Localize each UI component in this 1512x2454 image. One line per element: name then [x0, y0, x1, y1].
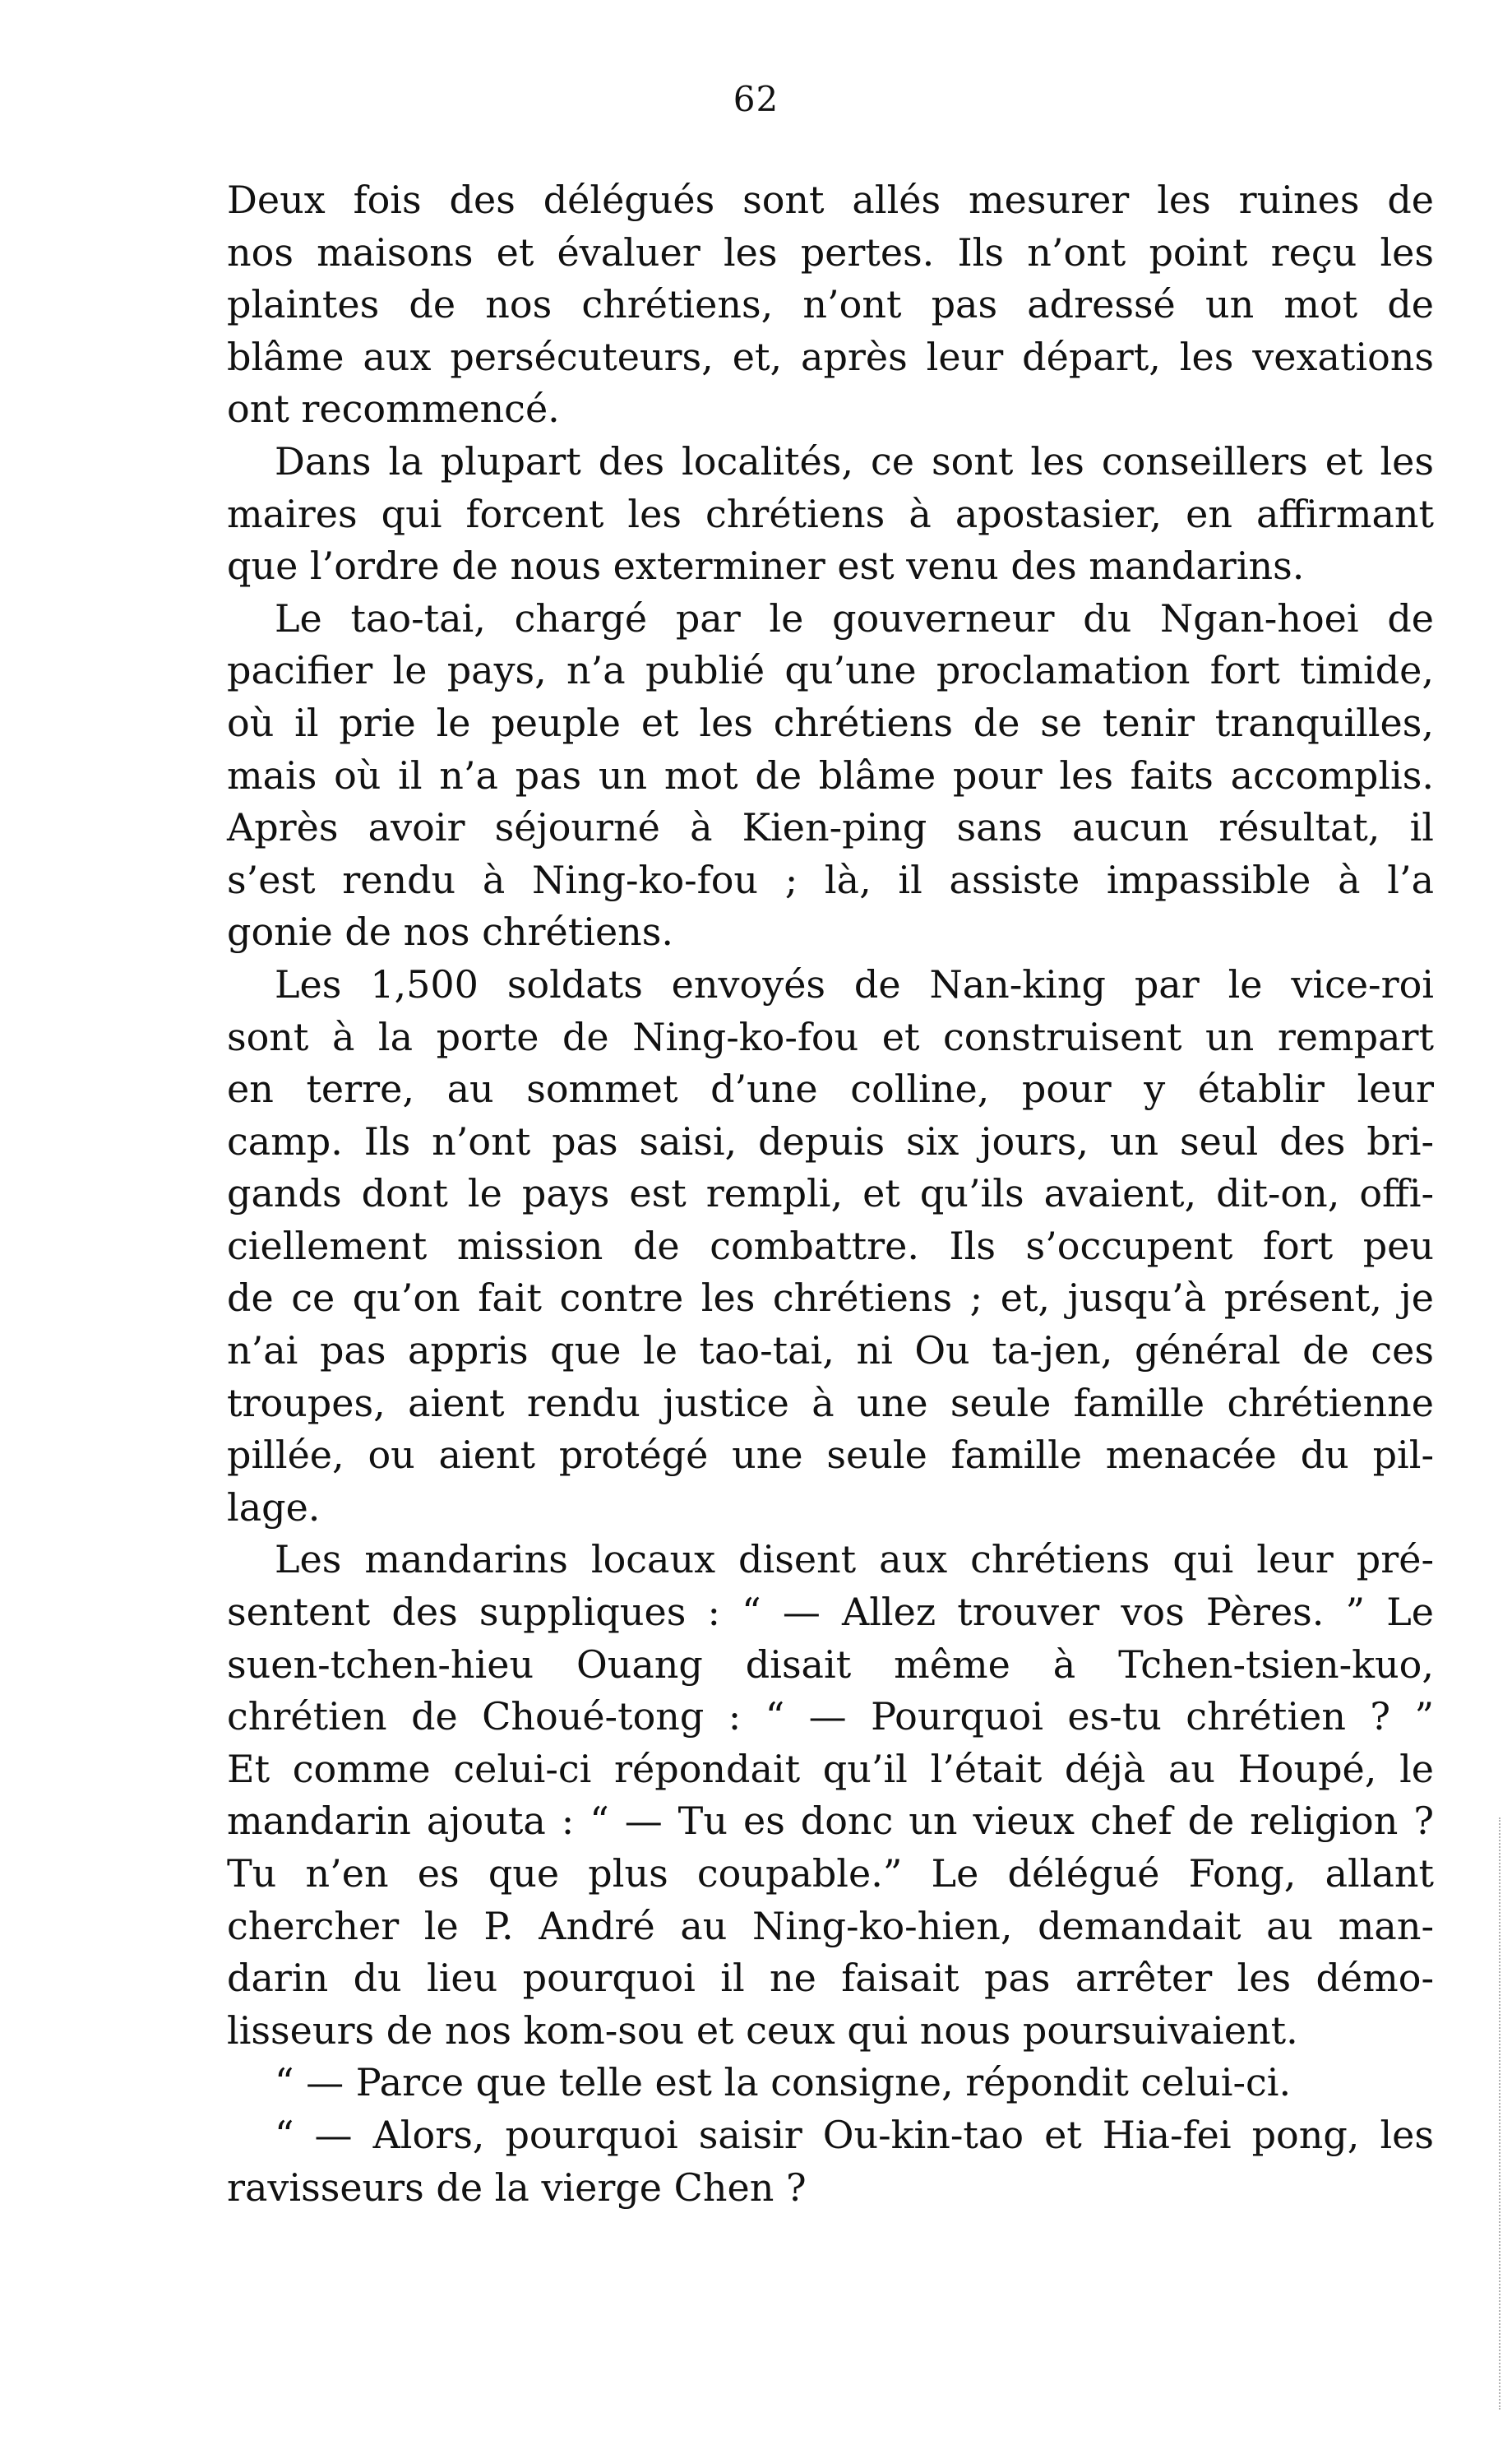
page-number: 62 [733, 79, 779, 119]
paragraph [227, 2109, 1434, 2214]
text-line: lage. [227, 1484, 321, 1530]
text-line: troupes, aient rendu justice à une seule famille chrétienne [227, 1380, 1434, 1425]
text-line: ravisseurs de la vierge Chen ? [227, 2165, 807, 2210]
text-line: “ — Alors, pourquoi saisir Ou-kin-tao et Hia-fei pong, les [275, 2112, 1434, 2157]
text-line: lisseurs de nos kom-sou et ceux qui nous poursuivaient. [227, 2007, 1298, 2053]
text-line: ont recommencé. [227, 387, 560, 432]
text-line: mais où il n’a pas un mot de blâme pour les faits accomplis. [227, 752, 1434, 798]
paragraph [227, 2057, 1434, 2109]
text-line: camp. Ils n’ont pas saisi, depuis six jours, un seul des bri- [227, 1118, 1434, 1164]
binding-edge-mark [1499, 1817, 1504, 2410]
text-line: Dans la plupart des localités, ce sont les conseillers et les [275, 438, 1434, 484]
text-line: n’ai pas appris que le tao-tai, ni Ou ta-jen, général de ces [227, 1328, 1434, 1373]
text-line: pacifier le pays, n’a publié qu’une proclamation fort timide, [227, 648, 1434, 693]
text-line: Les 1,500 soldats envoyés de Nan-king par le vice-roi [275, 961, 1434, 1007]
text-line: Tu n’en es que plus coupable.” Le délégué Fong, allant [227, 1851, 1434, 1896]
paragraph [227, 959, 1434, 1535]
text-line: chercher le P. André au Ning-ko-hien, demandait au man- [227, 1903, 1434, 1948]
text-line: suen-tchen-hieu Ouang disait même à Tchen-tsien-kuo, [227, 1641, 1434, 1687]
text-line: en terre, au sommet d’une colline, pour y établir leur [227, 1067, 1434, 1112]
text-line: Le tao-tai, chargé par le gouverneur du Ngan-hoei de [275, 595, 1434, 641]
text-line: darin du lieu pourquoi il ne faisait pas arrêter les démo- [227, 1956, 1434, 2001]
text-line: que l’ordre de nous exterminer est venu des mandarins. [227, 544, 1305, 589]
text-line: mandarin ajouta : “ — Tu es donc un vieux chef de religion ? [227, 1799, 1434, 1844]
text-line: ciellement mission de combattre. Ils s’occupent fort peu [227, 1223, 1434, 1268]
paragraph [227, 174, 1434, 436]
text-line: Deux fois des délégués sont allés mesurer les ruines de [227, 178, 1434, 222]
text-line: chrétien de Choué-tong : “ — Pourquoi es-tu chrétien ? ” [227, 1694, 1434, 1739]
text-line: gands dont le pays est rempli, et qu’ils avaient, dit-on, offi- [227, 1171, 1434, 1216]
text-line: sont à la porte de Ning-ko-fou et construisent un rempart [227, 1014, 1434, 1059]
text-line: gonie de nos chrétiens. [227, 910, 674, 955]
text-line: plaintes de nos chrétiens, n’ont pas adressé un mot de [227, 282, 1434, 327]
text-line: maires qui forcent les chrétiens à apostasier, en affirmant [227, 491, 1434, 536]
text-line: pillée, ou aient protégé une seule famille menacée du pil- [227, 1433, 1434, 1478]
paragraph [227, 1534, 1434, 2057]
text-line: où il prie le peuple et les chrétiens de se tenir tranquilles, [227, 700, 1434, 745]
paragraph [227, 436, 1434, 593]
text-line: nos maisons et évaluer les pertes. Ils n’ont point reçu les [227, 229, 1434, 275]
page-body [227, 174, 1434, 2214]
text-line: “ — Parce que telle est la consigne, répondit celui-ci. [275, 2060, 1292, 2105]
text-line: de ce qu’on fait contre les chrétiens ; et, jusqu’à présent, je [227, 1276, 1434, 1321]
text-line: Les mandarins locaux disent aux chrétiens qui leur pré- [275, 1537, 1434, 1582]
text-line: blâme aux persécuteurs, et, après leur départ, les vexations [227, 334, 1434, 379]
paragraph [227, 593, 1434, 959]
text-line: Et comme celui-ci répondait qu’il l’était déjà au Houpé, le [227, 1746, 1434, 1791]
text-line: s’est rendu à Ning-ko-fou ; là, il assiste impassible à l’a [227, 857, 1434, 902]
text-line: sentent des suppliques : “ — Allez trouver vos Pères. ” Le [227, 1590, 1434, 1635]
text-line: Après avoir séjourné à Kien-ping sans aucun résultat, il [227, 805, 1434, 850]
